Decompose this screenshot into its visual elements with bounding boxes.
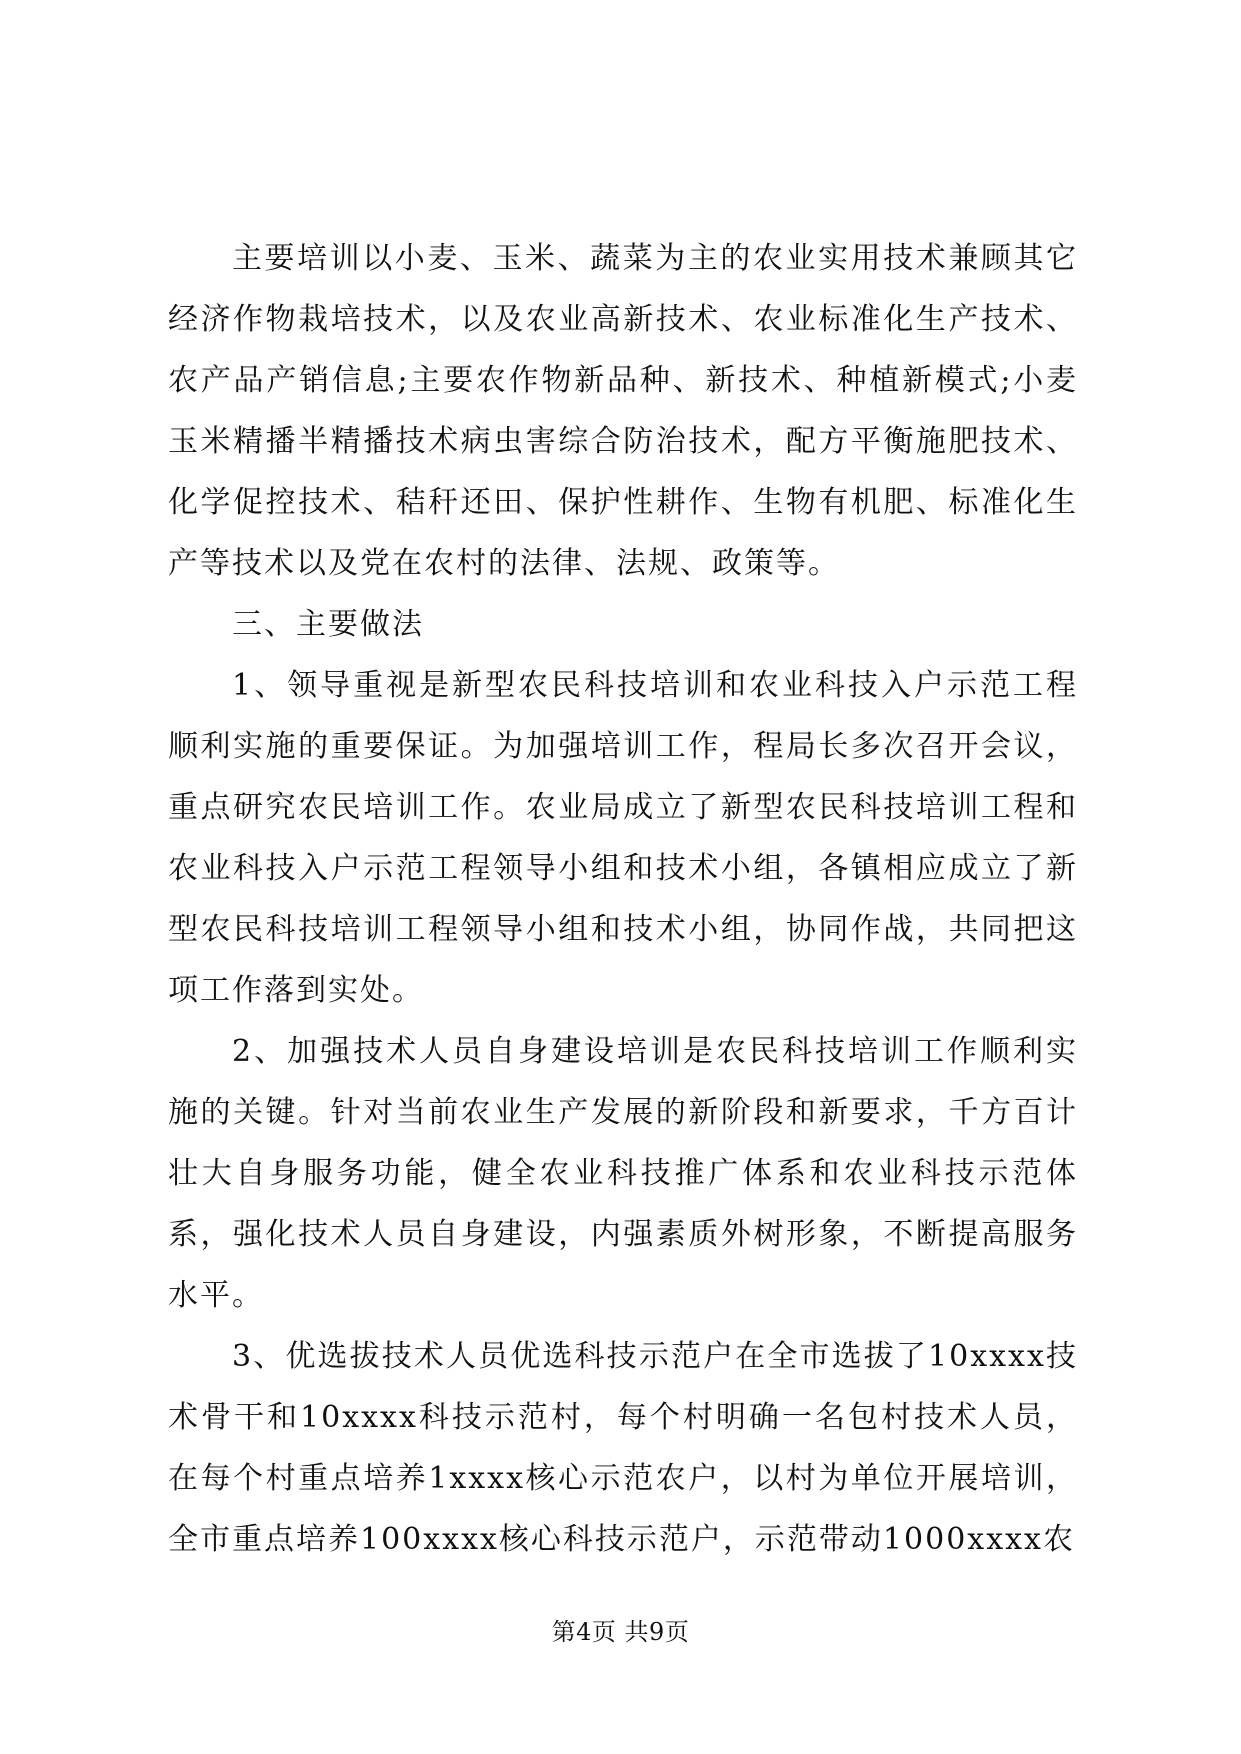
paragraph-selection: 3、优选拔技术人员优选科技示范户在全市选拔了10xxxx技术骨干和10xxxx科技示范村，每个村明确一名包村技术人员，在每个村重点培养1xxxx核心示范农户，以村为单位开展培训，全市重点培养100xxxx核心科技示范户，示范带动1000xxxx农 [168,1339,1078,1557]
section-heading-main-methods: 三、主要做法 [232,607,424,642]
document-body [168,228,1078,1570]
page-number-footer: 第4页 共9页 [551,1618,690,1646]
paragraph-training-content: 主要培训以小麦、玉米、蔬菜为主的农业实用技术兼顾其它经济作物栽培技术，以及农业高新技术、农业标准化生产技术、农产品产销信息;主要农作物新品种、新技术、种植新模式;小麦玉米精播半精播技术病虫害综合防治技术，配方平衡施肥技术、化学促控技术、秸秆还田、保护性耕作、生物有机肥、标准化生产等技术以及党在农村的法律、法规、政策等。 [168,241,1078,581]
paragraph-leadership: 1、领导重视是新型农民科技培训和农业科技入户示范工程顺利实施的重要保证。为加强培训工作，程局长多次召开会议，重点研究农民培训工作。农业局成立了新型农民科技培训工程和农业科技入户示范工程领导小组和技术小组，各镇相应成立了新型农民科技培训工程领导小组和技术小组，协同作战，共同把这项工作落到实处。 [168,668,1078,1008]
paragraph-technical-staff: 2、加强技术人员自身建设培训是农民科技培训工作顺利实施的关键。针对当前农业生产发展的新阶段和新要求，千方百计壮大自身服务功能，健全农业科技推广体系和农业科技示范体系，强化技术人员自身建设，内强素质外树形象，不断提高服务水平。 [168,1034,1078,1313]
